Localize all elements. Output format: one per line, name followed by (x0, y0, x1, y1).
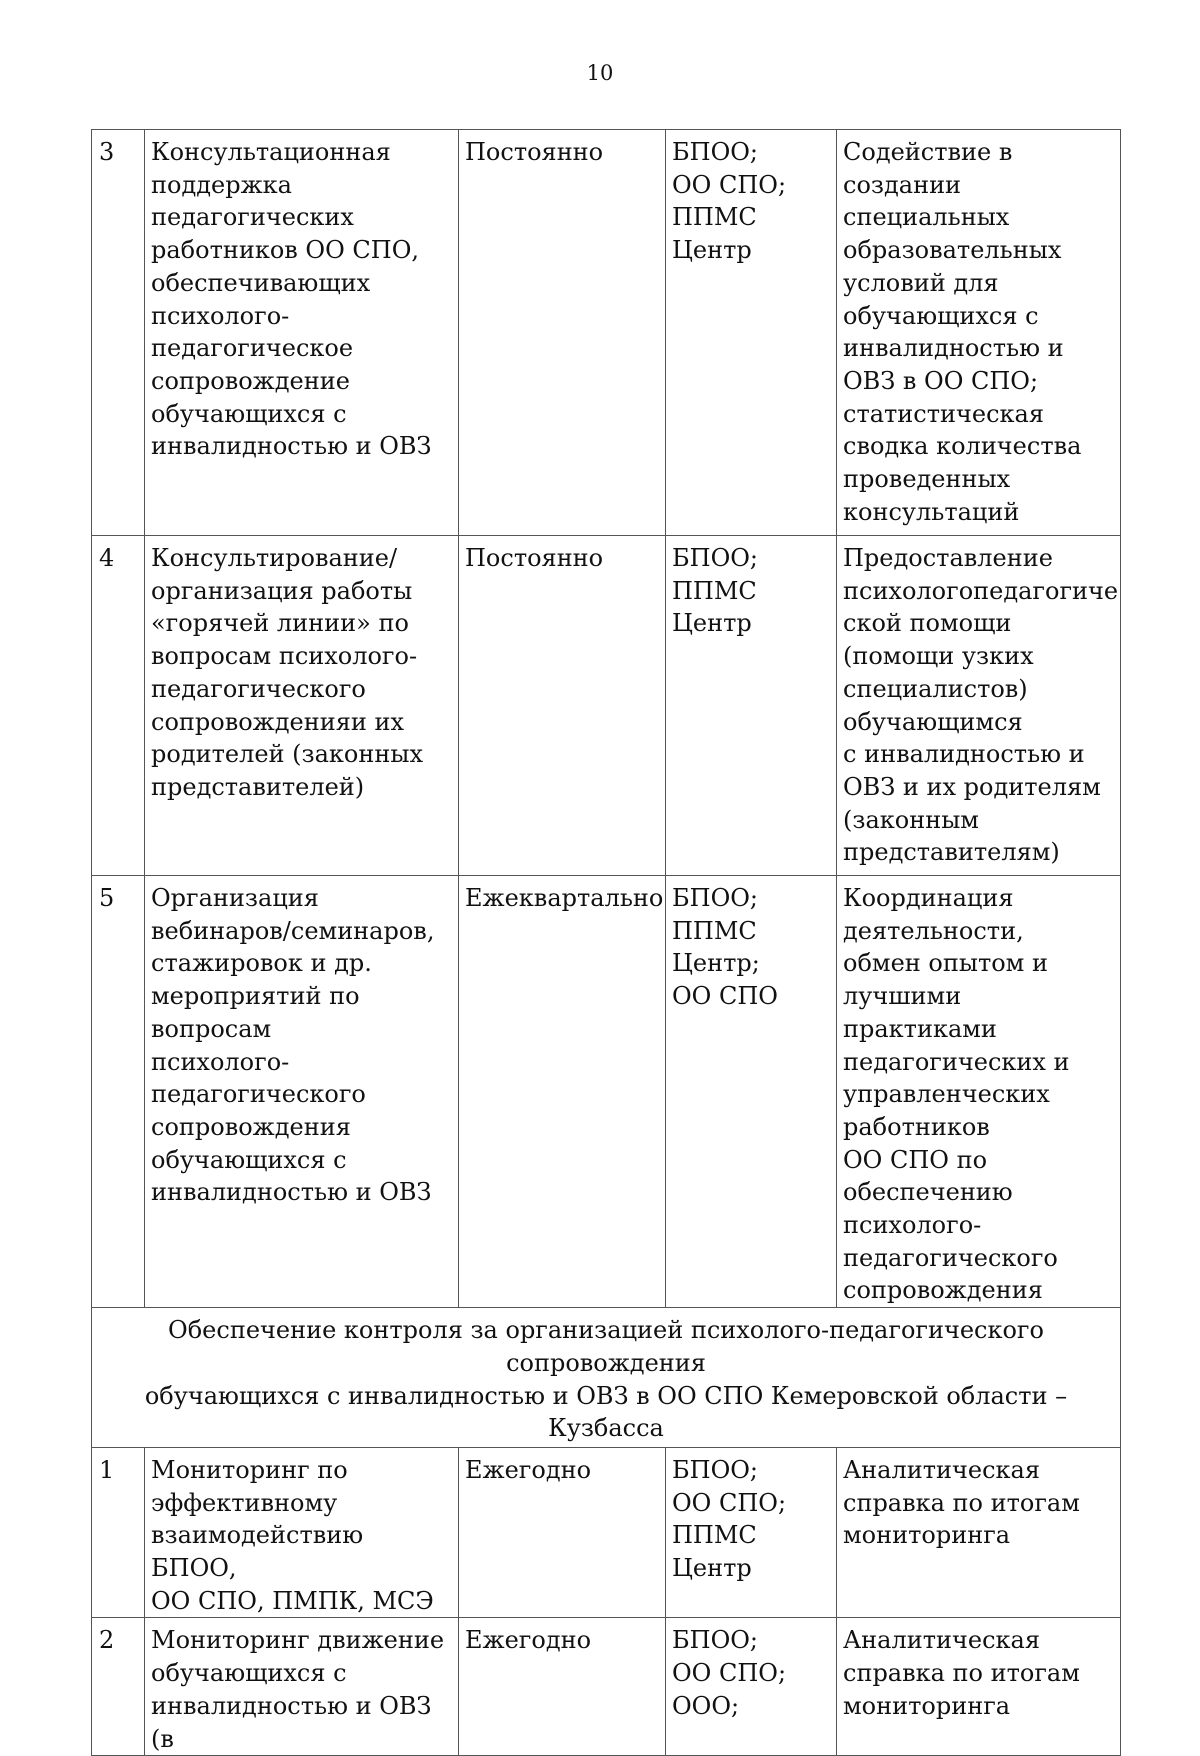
row-number: 2 (92, 1618, 145, 1756)
result-cell: Аналитическая справка по итогам мониторинга (837, 1447, 1121, 1618)
responsible-cell: БПОО; ОО СПО; ООО; (666, 1618, 837, 1756)
timing-cell: Постоянно (459, 130, 666, 536)
row-number: 5 (92, 876, 145, 1308)
activity-cell: Мониторинг по эффективному взаимодействию БПОО, ОО СПО, ПМПК, МСЭ (145, 1447, 459, 1618)
responsible-cell: БПОО; ППМС Центр; ОО СПО (666, 876, 837, 1308)
timing-cell: Ежегодно (459, 1447, 666, 1618)
table-row (92, 876, 1121, 1308)
timing-cell: Постоянно (459, 536, 666, 876)
activity-cell: Консультационная поддержка педагогических работников ОО СПО, обеспечивающих психолого- педагогическое сопровождение обучающихся с инвалидностью и ОВЗ (145, 130, 459, 536)
timing-cell: Ежегодно (459, 1618, 666, 1756)
activity-cell: Консультирование/ организация работы «горячей линии» по вопросам психолого- педагогического сопровожденияи их родителей (законных представителей) (145, 536, 459, 876)
table-row (92, 1618, 1121, 1756)
row-number: 3 (92, 130, 145, 536)
result-cell: Содействие в создании специальных образовательных условий для обучающихся с инвалидностью и ОВЗ в ОО СПО; статистическая сводка количества проведенных консультаций (837, 130, 1121, 536)
section-title: Обеспечение контроля за организацией психолого-педагогического сопровождения обучающихся с инвалидностью и ОВЗ в ОО СПО Кемеровской области – Кузбасса (92, 1308, 1121, 1448)
page-number: 10 (586, 61, 614, 85)
result-cell: Координация деятельности, обмен опытом и лучшими практиками педагогических и управленческих работников ОО СПО по обеспечению психолого- педагогического сопровождения (837, 876, 1121, 1308)
result-cell: Предоставление психологопедагогиче ской помощи (помощи узких специалистов) обучающимся с инвалидностью и ОВЗ и их родителям (законным представителям) (837, 536, 1121, 876)
activity-cell: Мониторинг движение обучающихся с инвалидностью и ОВЗ (в (145, 1618, 459, 1756)
table-row (92, 536, 1121, 876)
activity-plan-table (91, 129, 1121, 1756)
row-number: 4 (92, 536, 145, 876)
responsible-cell: БПОО; ППМС Центр (666, 536, 837, 876)
responsible-cell: БПОО; ОО СПО; ППМС Центр (666, 130, 837, 536)
responsible-cell: БПОО; ОО СПО; ППМС Центр (666, 1447, 837, 1618)
result-cell: Аналитическая справка по итогам мониторинга (837, 1618, 1121, 1756)
row-number: 1 (92, 1447, 145, 1618)
table-row (92, 130, 1121, 536)
table-row (92, 1447, 1121, 1618)
timing-cell: Ежеквартально (459, 876, 666, 1308)
section-row (92, 1308, 1121, 1448)
activity-cell: Организация вебинаров/семинаров, стажировок и др. мероприятий по вопросам психолого- педагогического сопровождения обучающихся с инвалидностью и ОВЗ (145, 876, 459, 1308)
